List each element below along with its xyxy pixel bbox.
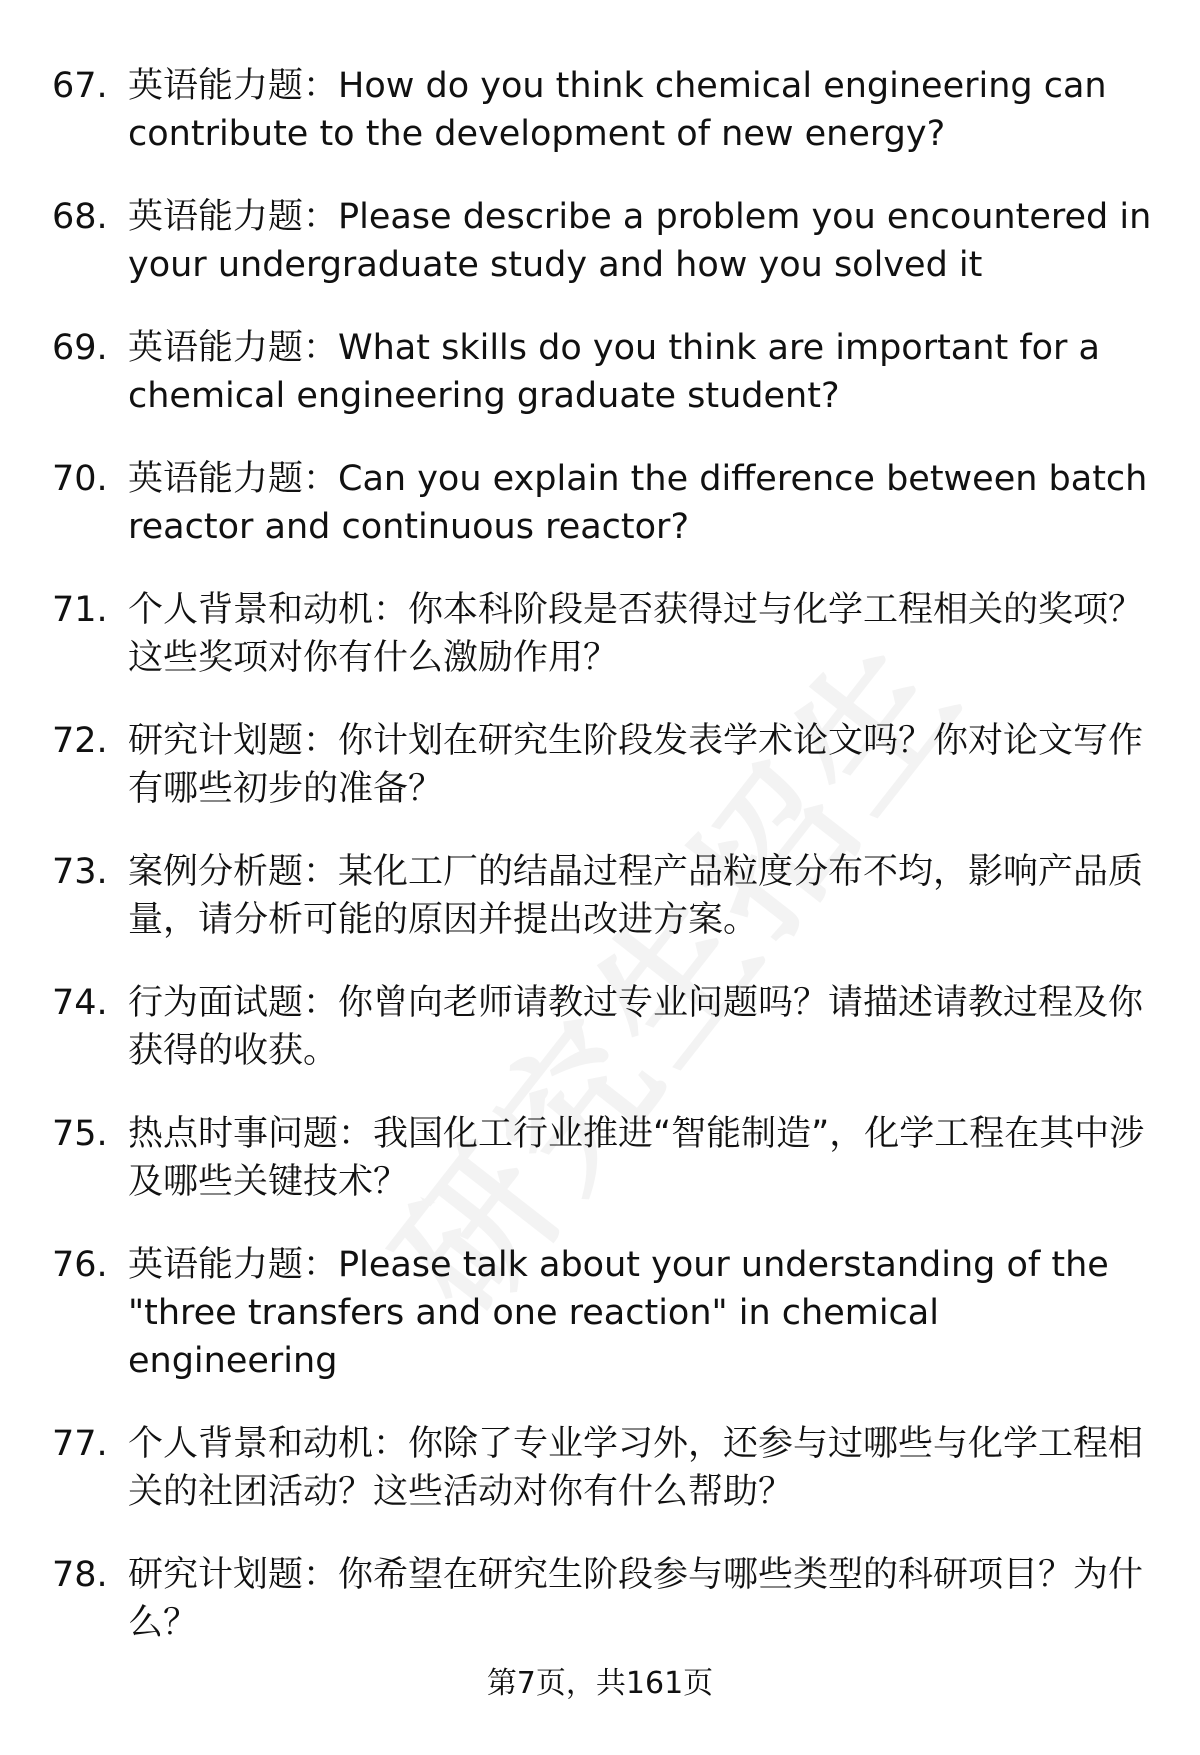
question-number: 77. [52,1424,108,1464]
page-footer: 第7页，共161页 [486,1666,714,1701]
question-item [52,1420,1152,1516]
question-item [52,848,1152,944]
question-text: 英语能力题：How do you think chemical engineering can contribute to the development of new energy? [128,66,1107,154]
question-item [52,1551,1152,1647]
question-text: 研究计划题：你计划在研究生阶段发表学术论文吗？你对论文写作有哪些初步的准备？ [128,721,1144,809]
question-text: 英语能力题：What skills do you think are important for a chemical engineering graduate student? [128,328,1100,416]
question-item [52,62,1152,158]
question-text: 个人背景和动机：你除了专业学习外，还参与过哪些与化学工程相关的社团活动？这些活动对你有什么帮助？ [128,1424,1144,1512]
question-text: 英语能力题：Please talk about your understanding of the "three transfers and one reaction" in chemical engineering [128,1245,1109,1381]
question-number: 70. [52,459,108,499]
question-item [52,586,1152,682]
question-number: 73. [52,852,108,892]
question-text: 行为面试题：你曾向老师请教过专业问题吗？请描述请教过程及你获得的收获。 [128,983,1144,1071]
question-number: 72. [52,721,108,761]
question-item [52,455,1152,551]
question-list [52,62,1152,1682]
question-number: 67. [52,66,108,106]
question-item [52,324,1152,420]
question-number: 75. [52,1114,108,1154]
question-item [52,979,1152,1075]
question-item [52,717,1152,813]
question-item [52,1110,1152,1206]
question-number: 74. [52,983,108,1023]
question-number: 68. [52,197,108,237]
question-text: 案例分析题：某化工厂的结晶过程产品粒度分布不均，影响产品质量，请分析可能的原因并提出改进方案。 [128,852,1144,940]
question-item [52,193,1152,289]
question-text: 热点时事问题：我国化工行业推进“智能制造”，化学工程在其中涉及哪些关键技术？ [128,1114,1145,1202]
question-text: 研究计划题：你希望在研究生阶段参与哪些类型的科研项目？为什么？ [128,1555,1144,1643]
question-item [52,1241,1152,1385]
question-text: 个人背景和动机：你本科阶段是否获得过与化学工程相关的奖项？这些奖项对你有什么激励作用？ [128,590,1144,678]
question-number: 76. [52,1245,108,1285]
question-number: 71. [52,590,108,630]
question-text: 英语能力题：Can you explain the difference between batch reactor and continuous reactor? [128,459,1148,547]
question-number: 69. [52,328,108,368]
question-number: 78. [52,1555,108,1595]
question-text: 英语能力题：Please describe a problem you encountered in your undergraduate study and how you solved it [128,197,1152,285]
